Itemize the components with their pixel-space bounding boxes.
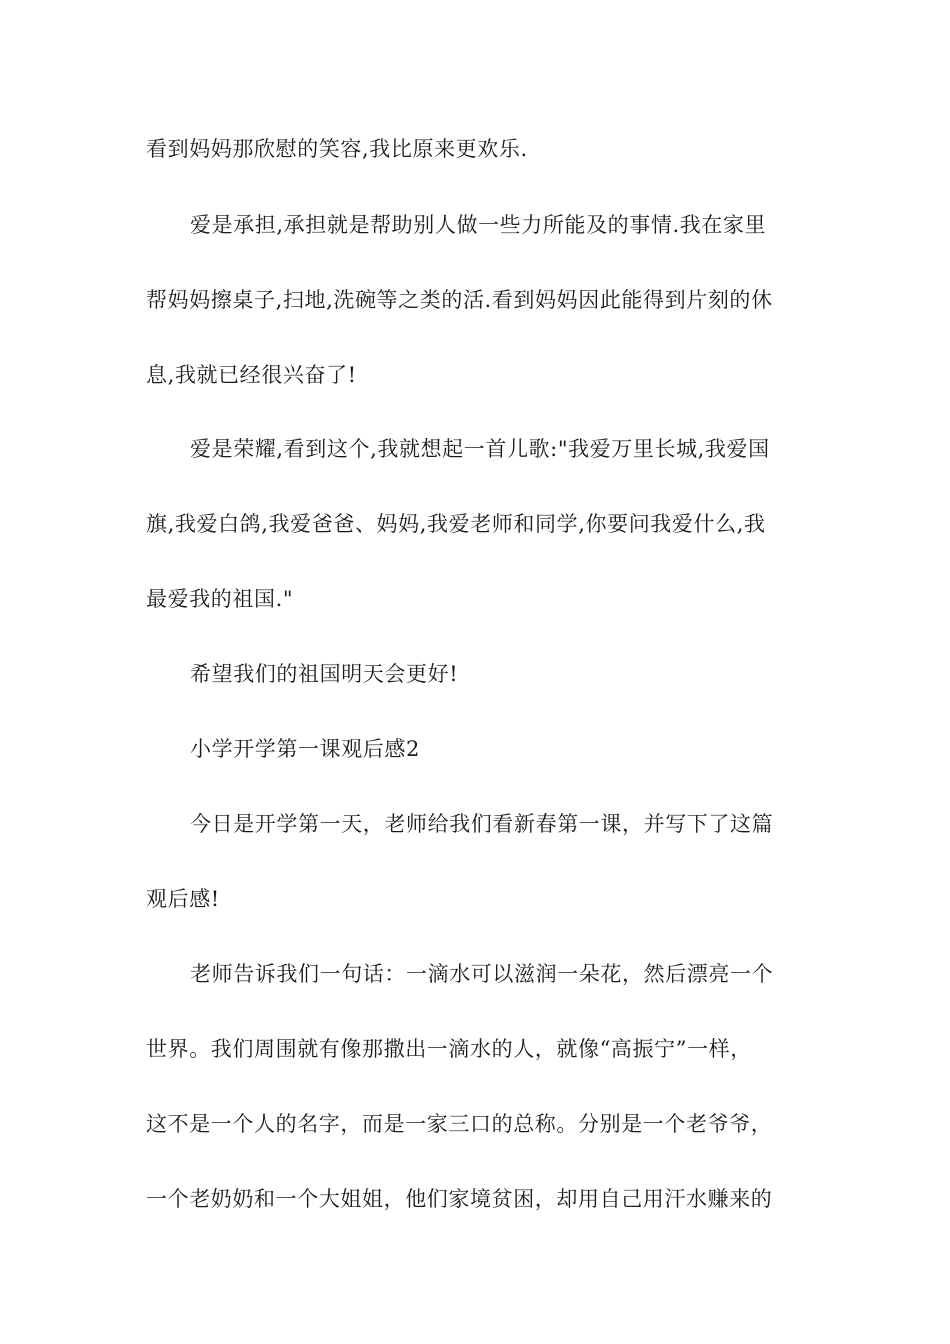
text-line-15: 一个老奶奶和一个大姐姐，他们家境贫困，却用自己用汗水赚来的 [146, 1187, 773, 1211]
text-line-12: 老师告诉我们一句话：一滴水可以滋润一朵花，然后漂亮一个 [190, 962, 774, 986]
text-line-8: 希望我们的祖国明天会更好! [190, 662, 459, 686]
text-line-5: 爱是荣耀,看到这个,我就想起一首儿歌:"我爱万里长城,我爱国 [190, 437, 770, 461]
text-line-10: 今日是开学第一天，老师给我们看新春第一课，并写下了这篇 [190, 812, 774, 836]
text-line-11: 观后感! [146, 887, 220, 911]
text-line-7: 最爱我的祖国." [146, 587, 294, 611]
section-heading: 小学开学第一课观后感2 [190, 737, 420, 761]
text-line-13: 世界。我们周围就有像那撒出一滴水的人，就像“高振宁”一样， [146, 1037, 752, 1061]
text-line-1: 看到妈妈那欣慰的笑容,我比原来更欢乐. [146, 137, 528, 161]
text-line-3: 帮妈妈擦桌子,扫地,洗碗等之类的活.看到妈妈因此能得到片刻的休 [146, 288, 773, 312]
text-line-2: 爱是承担,承担就是帮助别人做一些力所能及的事情.我在家里 [190, 213, 767, 237]
text-line-4: 息,我就已经很兴奋了! [146, 363, 357, 387]
text-line-6: 旗,我爱白鸽,我爱爸爸、妈妈,我爱老师和同学,你要问我爱什么,我 [146, 512, 766, 536]
text-line-14: 这不是一个人的名字，而是一家三口的总称。分别是一个老爷爷， [146, 1112, 773, 1136]
